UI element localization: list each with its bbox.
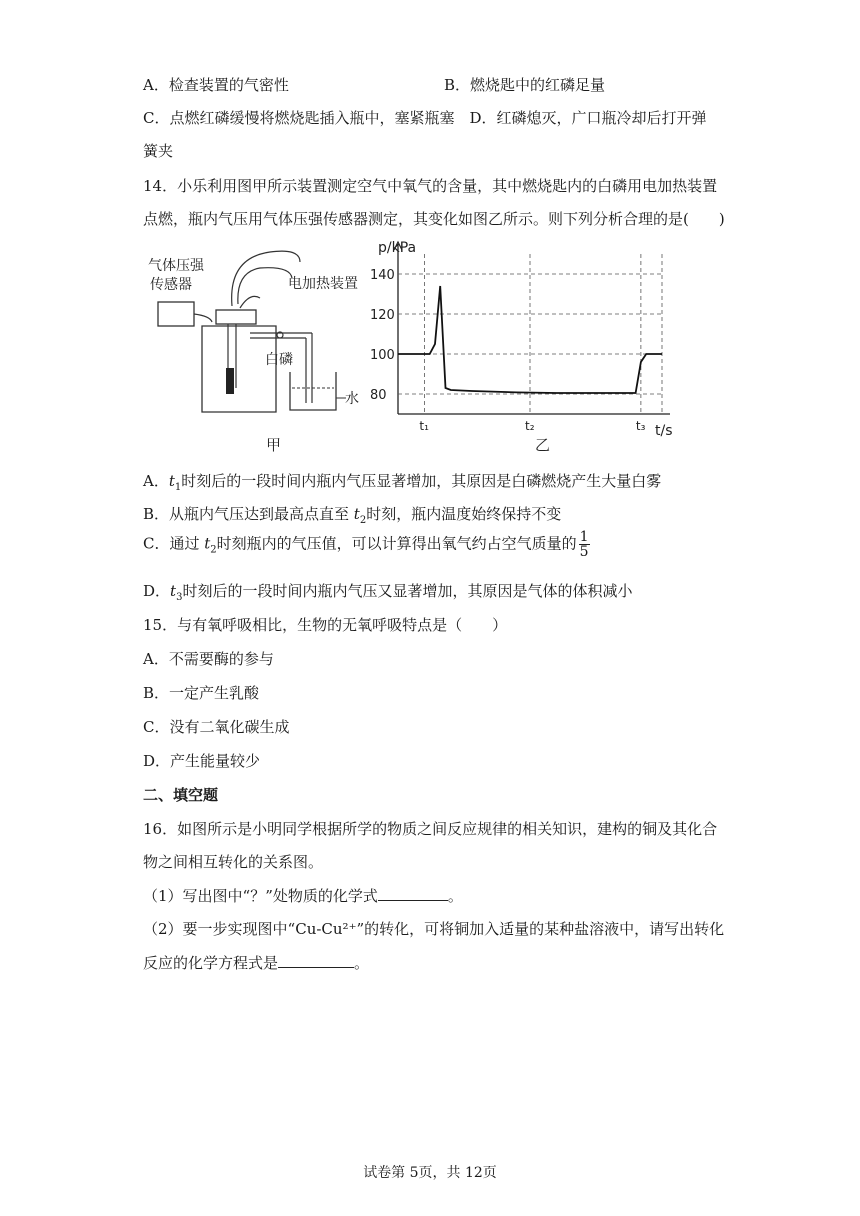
time-var: t xyxy=(168,472,175,490)
q16-sub1 xyxy=(143,885,463,906)
q14-figure xyxy=(140,238,700,460)
answer-blank-1[interactable] xyxy=(378,886,448,901)
option-text: 时刻，瓶内温度始终保持不变 xyxy=(366,505,562,523)
sub1-end: 。 xyxy=(447,887,463,905)
heater-wire-1 xyxy=(238,268,292,304)
fraction-numerator: 1 xyxy=(579,529,589,545)
q14-stem-line2: 点燃，瓶内气压用气体压强传感器测定，其变化如图乙所示。则下列分析合理的是( ) xyxy=(143,210,725,228)
time-subscript: 1 xyxy=(174,482,182,493)
apparatus-caption: 甲 xyxy=(266,436,282,454)
time-subscript: 2 xyxy=(359,515,367,526)
water-label: 水 xyxy=(345,391,359,407)
q14-stem-line1: 14．小乐利用图甲所示装置测定空气中氧气的含量，其中燃烧匙内的白磷用电加热装置 xyxy=(143,177,718,195)
phosphorus-label: 白磷 xyxy=(265,352,293,368)
q15-option-b: B．一定产生乳酸 xyxy=(143,684,260,702)
option-text: 时刻后的一段时间内瓶内气压显著增加，其原因是白磷燃烧产生大量白雾 xyxy=(181,472,662,490)
apparatus-diagram xyxy=(148,251,359,454)
option-prefix: B．从瓶内气压达到最高点直至 xyxy=(143,505,354,523)
q15-option-d: D．产生能量较少 xyxy=(143,752,261,770)
pressure-sensor-box xyxy=(158,302,194,326)
time-var: t xyxy=(204,534,211,553)
time-subscript: 3 xyxy=(176,592,183,603)
q13-option-b: B．燃烧匙中的红磷足量 xyxy=(444,76,606,94)
y-tick-label: 80 xyxy=(370,388,387,403)
q15-option-c: C．没有二氧化碳生成 xyxy=(143,718,290,736)
q13-option-cd: C．点燃红磷缓慢将燃烧匙插入瓶中，塞紧瓶塞 D．红磷熄灭，广口瓶冷却后打开弹 xyxy=(143,109,707,127)
q15-stem: 15．与有氧呼吸相比，生物的无氧呼吸特点是（ ） xyxy=(143,616,508,634)
q13-option-a: A．检查装置的气密性 xyxy=(143,76,289,94)
x-tick-label: t₁ xyxy=(419,419,429,433)
q14-option-d xyxy=(143,580,632,603)
q16-stem-line1: 16．如图所示是小明同学根据所学的物质之间反应规律的相关知识，建构的铜及其化合 xyxy=(143,820,718,838)
q16-stem-line2: 物之间相互转化的关系图。 xyxy=(143,853,324,871)
sensor-label-2: 传感器 xyxy=(150,277,192,293)
q13-option-d-continued: 簧夹 xyxy=(143,142,174,160)
x-tick-label: t₂ xyxy=(525,419,535,433)
time-var: t xyxy=(170,582,177,600)
q16-sub2-line1: （2）要一步实现图中“Cu-Cu²⁺”的转化，可将铜加入适量的某种盐溶液中，请写出转化 xyxy=(143,920,725,938)
page-footer: 试卷第 5页，共 12页 xyxy=(363,1165,497,1181)
q14-option-c xyxy=(143,530,590,559)
x-axis-label: t/s xyxy=(655,423,673,439)
answer-blank-2[interactable] xyxy=(278,953,354,968)
time-var: t xyxy=(353,505,360,523)
fraction-one-fifth xyxy=(579,530,590,559)
flask xyxy=(202,326,276,412)
beaker xyxy=(290,372,336,410)
option-prefix: C．通过 xyxy=(143,534,205,553)
graph-caption: 乙 xyxy=(535,436,551,454)
sub2-end: 。 xyxy=(354,954,370,972)
stopper xyxy=(216,310,256,324)
option-prefix: A． xyxy=(143,472,169,490)
x-tick-label: t₃ xyxy=(635,419,646,433)
option-text: 时刻瓶内的气压值，可以计算得出氧气约占空气质量的 xyxy=(216,534,577,553)
y-axis-label: p/kPa xyxy=(378,240,417,256)
pressure-graph xyxy=(370,240,673,454)
heater-label: 电加热装置 xyxy=(288,276,358,292)
fraction-denominator: 5 xyxy=(579,544,589,560)
sub2-text: 反应的化学方程式是 xyxy=(143,954,279,972)
q14-option-b xyxy=(143,503,561,526)
time-subscript: 2 xyxy=(210,544,217,556)
sub1-text: （1）写出图中“？”处物质的化学式 xyxy=(143,887,378,905)
q15-option-a: A．不需要酶的参与 xyxy=(143,650,274,668)
q14-option-a xyxy=(143,470,661,493)
sensor-label-1: 气体压强 xyxy=(148,258,204,274)
y-tick-label: 140 xyxy=(370,268,395,283)
phosphorus-spoon xyxy=(226,368,234,394)
option-text: 时刻后的一段时间内瓶内气压又显著增加，其原因是气体的体积减小 xyxy=(182,582,633,600)
q16-sub2-line2 xyxy=(143,952,369,973)
sensor-wire xyxy=(194,314,212,322)
heater-wire-3 xyxy=(240,296,260,308)
y-tick-label: 100 xyxy=(370,348,395,363)
option-prefix: D． xyxy=(143,582,171,600)
section-heading: 二、填空题 xyxy=(143,786,219,804)
y-tick-label: 120 xyxy=(370,308,395,323)
